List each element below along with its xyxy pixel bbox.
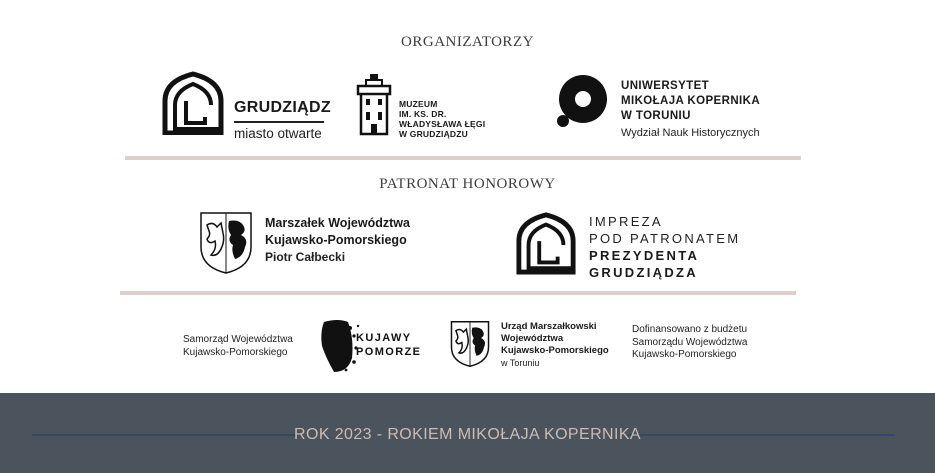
marshal-office-text: Urząd Marszałkowski Województwa Kujawsko-Pomorskiego w Toruniu <box>501 321 609 368</box>
divider-rule <box>120 291 796 295</box>
footer-title: ROK 2023 - ROKIEM MIKOŁAJA KOPERNIKA <box>294 426 641 443</box>
umk-wordmark <box>621 79 760 139</box>
umk-name: UNIWERSYTET MIKOŁAJA KOPERNIKA W TORUNIU <box>621 80 761 122</box>
umk-logo <box>553 73 609 129</box>
funding-text: Dofinansowano z budżetu Samorządu Województwa Kujawsko-Pomorskiego <box>632 324 748 360</box>
kujawy-pomorze-name: KUJAWY POMORZE <box>356 332 422 358</box>
marshal-office-crest-icon <box>450 320 490 368</box>
president-arch-logo <box>515 211 577 275</box>
footer-banner <box>0 393 935 473</box>
museum-tower-logo <box>355 72 393 136</box>
marshal-title: Marszałek Województwa Kujawsko-Pomorskiego Piotr Całbecki <box>265 216 410 264</box>
grudziadz-subtitle: miasto otwarte <box>234 126 322 141</box>
coat-of-arms-icon <box>199 211 253 275</box>
marshal-name: Piotr Całbecki <box>265 250 346 264</box>
patronage-heading: PATRONAT HONOROWY <box>379 176 556 192</box>
grudziadz-title: GRUDZIĄDZ <box>234 99 331 116</box>
grudziadz-wordmark <box>234 99 331 141</box>
grudziadz-divider <box>234 121 324 123</box>
self-government-text: Samorząd Województwa Kujawsko-Pomorskiego <box>183 334 293 358</box>
organizers-heading: ORGANIZATORZY <box>401 34 534 50</box>
umk-department: Wydział Nauk Historycznych <box>621 127 760 139</box>
grudziadz-arch-logo <box>161 71 225 135</box>
kujawy-pomorze-logo <box>318 318 422 374</box>
museum-name: MUZEUM IM. KS. DR. WŁADYSŁAWA ŁĘGI W GRUDZIĄDZU <box>399 99 486 139</box>
president-patronage-text: IMPREZA POD PATRONATEM PREZYDENTA GRUDZIĄDZA <box>589 214 741 280</box>
divider-rule <box>125 156 801 160</box>
